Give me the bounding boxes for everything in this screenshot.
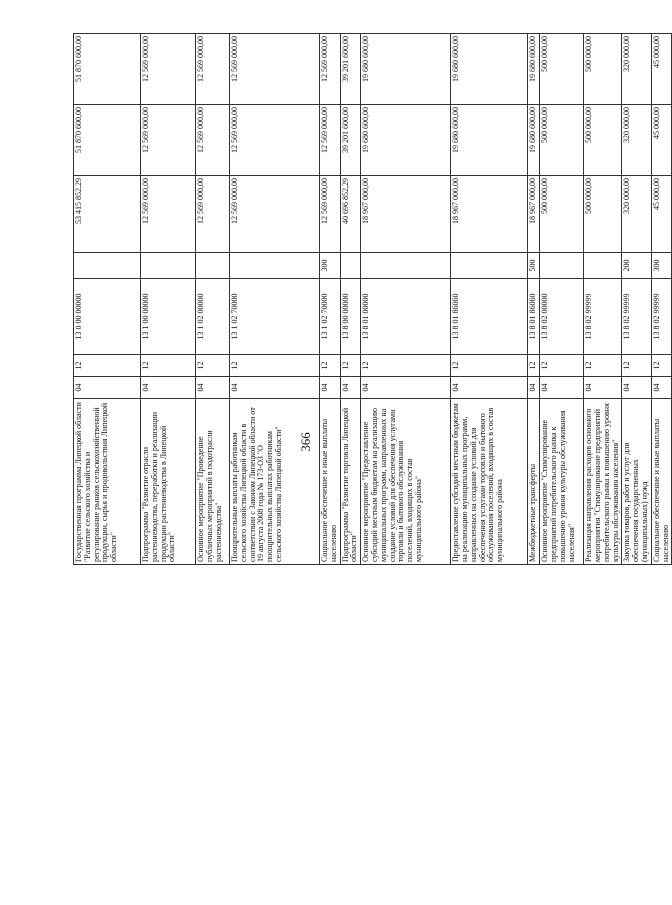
table-cell	[196, 253, 230, 279]
table-row	[320, 34, 341, 565]
row-name-cell: Закупка товаров, работ и услуг для обеспечения государственных (муниципальных) нужд	[622, 399, 651, 565]
row-name-cell: Реализация направления расходов основного мероприятия "Стимулирование предприятий потребительского рынка к повышению уровня культуры обслуживания населения"	[584, 399, 622, 565]
table-cell: 18 967 000,00	[361, 176, 451, 253]
table-row	[361, 34, 451, 565]
row-name-cell: Государственная программа Липецкой области "Развитие сельского хозяйства и регулирование рынков сельскохозяйственной продукции, сырья и продовольствия Липецкой области"	[74, 399, 141, 565]
table-cell: 12 569 000,00	[230, 176, 320, 253]
table-cell: 04	[340, 377, 361, 399]
table-cell: 53 415 852,29	[74, 176, 141, 253]
table-cell	[361, 253, 451, 279]
table-cell: 300	[651, 253, 672, 279]
table-cell: 200	[622, 253, 651, 279]
table-cell: 12 569 000,00	[320, 105, 341, 176]
table-cell: 51 870 600,00	[74, 34, 141, 105]
table-cell: 45 000,00	[651, 34, 672, 105]
table-cell: 320 000,00	[622, 34, 651, 105]
table-cell: 04	[320, 377, 341, 399]
table-cell: 12 569 000,00	[196, 176, 230, 253]
table-cell: 12 569 000,00	[141, 105, 196, 176]
table-cell: 51 870 600,00	[74, 105, 141, 176]
table-cell: 13 8 02 99999	[622, 279, 651, 355]
row-name-cell: Социальное обеспечение и иные выплаты населению	[651, 399, 672, 565]
table-cell	[141, 253, 196, 279]
table-cell: 12	[340, 355, 361, 377]
table-cell: 04	[196, 377, 230, 399]
table-cell: 500	[528, 253, 540, 279]
table-cell: 19 680 600,00	[361, 34, 451, 105]
row-name-cell: Межбюджетные трансферты	[528, 399, 540, 565]
table-cell: 12	[361, 355, 451, 377]
table-cell: 04	[584, 377, 622, 399]
table-row	[451, 34, 528, 565]
table-cell: 300	[320, 253, 341, 279]
table-cell: 13 8 02 00000	[540, 279, 584, 355]
table-cell: 40 696 852,29	[340, 176, 361, 253]
table-cell: 320 000,00	[622, 176, 651, 253]
table-cell: 12 569 000,00	[320, 176, 341, 253]
table-cell: 12	[651, 355, 672, 377]
table-cell: 04	[361, 377, 451, 399]
table-cell	[584, 253, 622, 279]
table-cell: 04	[528, 377, 540, 399]
table-cell: 13 1 02 70000	[320, 279, 341, 355]
table-cell: 13 0 00 00000	[74, 279, 141, 355]
table-cell: 39 201 600,00	[340, 105, 361, 176]
table-cell: 04	[622, 377, 651, 399]
table-cell: 12 569 000,00	[320, 34, 341, 105]
table-cell: 12 569 000,00	[230, 34, 320, 105]
table-cell: 13 8 01 86060	[451, 279, 528, 355]
table-body	[74, 34, 672, 565]
table-cell: 18 967 000,00	[528, 176, 540, 253]
table-cell: 45 000,00	[651, 105, 672, 176]
table-cell: 12	[451, 355, 528, 377]
table-cell: 39 201 600,00	[340, 34, 361, 105]
table-cell: 45 000,00	[651, 176, 672, 253]
table-cell: 19 680 600,00	[528, 105, 540, 176]
table-cell: 12	[141, 355, 196, 377]
table-row	[622, 34, 651, 565]
table-cell: 12	[320, 355, 341, 377]
table-cell: 500 000,00	[540, 105, 584, 176]
table-row	[74, 34, 141, 565]
table-cell: 12	[230, 355, 320, 377]
table-cell: 13 8 01 86060	[528, 279, 540, 355]
table-cell: 12	[540, 355, 584, 377]
table-cell: 500 000,00	[540, 34, 584, 105]
table-cell: 500 000,00	[584, 176, 622, 253]
table-cell: 13 8 01 00000	[361, 279, 451, 355]
table-cell: 12	[584, 355, 622, 377]
table-row	[651, 34, 672, 565]
table-cell: 500 000,00	[584, 34, 622, 105]
table-cell: 19 680 600,00	[451, 105, 528, 176]
table-cell: 04	[230, 377, 320, 399]
table-cell: 19 680 600,00	[451, 34, 528, 105]
table-cell: 13 1 02 00000	[196, 279, 230, 355]
row-name-cell: Основное мероприятие "Предоставление субсидий местным бюджетам на реализацию муниципальных программ, направленных на создание условий для обеспечения услугами торговли и бытового обслуживания поселений, входящих в состав муниципального района"	[361, 399, 451, 565]
table-row	[230, 34, 320, 565]
table-cell: 19 680 600,00	[361, 105, 451, 176]
table-row	[340, 34, 361, 565]
table-cell	[340, 253, 361, 279]
table-row	[196, 34, 230, 565]
table-cell	[451, 253, 528, 279]
row-name-cell: Основное мероприятие "Проведение публичных мероприятий в подотрасли растениеводства"	[196, 399, 230, 565]
table-cell: 04	[451, 377, 528, 399]
table-cell: 04	[141, 377, 196, 399]
table-cell: 12 569 000,00	[141, 176, 196, 253]
table-cell	[230, 253, 320, 279]
table-cell	[74, 253, 141, 279]
budget-table	[73, 33, 672, 565]
table-cell: 18 967 000,00	[451, 176, 528, 253]
table-cell: 500 000,00	[584, 105, 622, 176]
table-cell: 04	[651, 377, 672, 399]
row-name-cell: Поощрительные выплаты работникам сельского хозяйства Липецкой области в соответствии с Законом Липецкой области от 19 августа 2008 года № 173-ОЗ "О поощрительных выплатах работникам сельского хозяйства Липецкой области"	[230, 399, 320, 565]
page-number: 366	[298, 432, 313, 452]
table-row	[584, 34, 622, 565]
rotated-table-wrapper	[73, 34, 670, 565]
row-name-cell: Предоставление субсидий местным бюджетам на реализацию муниципальных программ, направленных на создание условий для обеспечения услугами торговли и бытового обслуживания поселений, входящих в состав муниципального района	[451, 399, 528, 565]
row-name-cell: Подпрограмма "Развитие отрасли растениеводства, переработки и реализации продукции растениеводства в Липецкой области"	[141, 399, 196, 565]
row-name-cell: Социальное обеспечение и иные выплаты населению	[320, 399, 341, 565]
table-cell: 13 1 00 00000	[141, 279, 196, 355]
table-cell: 12	[196, 355, 230, 377]
table-cell: 13 8 02 99999	[584, 279, 622, 355]
table-cell: 12	[622, 355, 651, 377]
table-cell: 13 8 00 00000	[340, 279, 361, 355]
table-row	[141, 34, 196, 565]
table-cell: 04	[540, 377, 584, 399]
table-cell: 12 569 000,00	[230, 105, 320, 176]
table-cell: 12 569 000,00	[196, 105, 230, 176]
table-cell: 320 000,00	[622, 105, 651, 176]
table-row	[540, 34, 584, 565]
table-cell: 12 569 000,00	[196, 34, 230, 105]
row-name-cell: Основное мероприятие "Стимулирование предприятий потребительского рынка к повышению уровня культуры обслуживания населения"	[540, 399, 584, 565]
table-cell: 19 680 600,00	[528, 34, 540, 105]
table-cell	[540, 253, 584, 279]
table-cell: 500 000,00	[540, 176, 584, 253]
table-cell: 13 1 02 70000	[230, 279, 320, 355]
row-name-cell: Подпрограмма "Развитие торговли Липецкой области"	[340, 399, 361, 565]
table-cell: 13 8 02 99999	[651, 279, 672, 355]
table-row	[528, 34, 540, 565]
table-cell: 04	[74, 377, 141, 399]
table-cell: 12	[74, 355, 141, 377]
table-cell: 12	[528, 355, 540, 377]
table-cell: 12 569 000,00	[141, 34, 196, 105]
